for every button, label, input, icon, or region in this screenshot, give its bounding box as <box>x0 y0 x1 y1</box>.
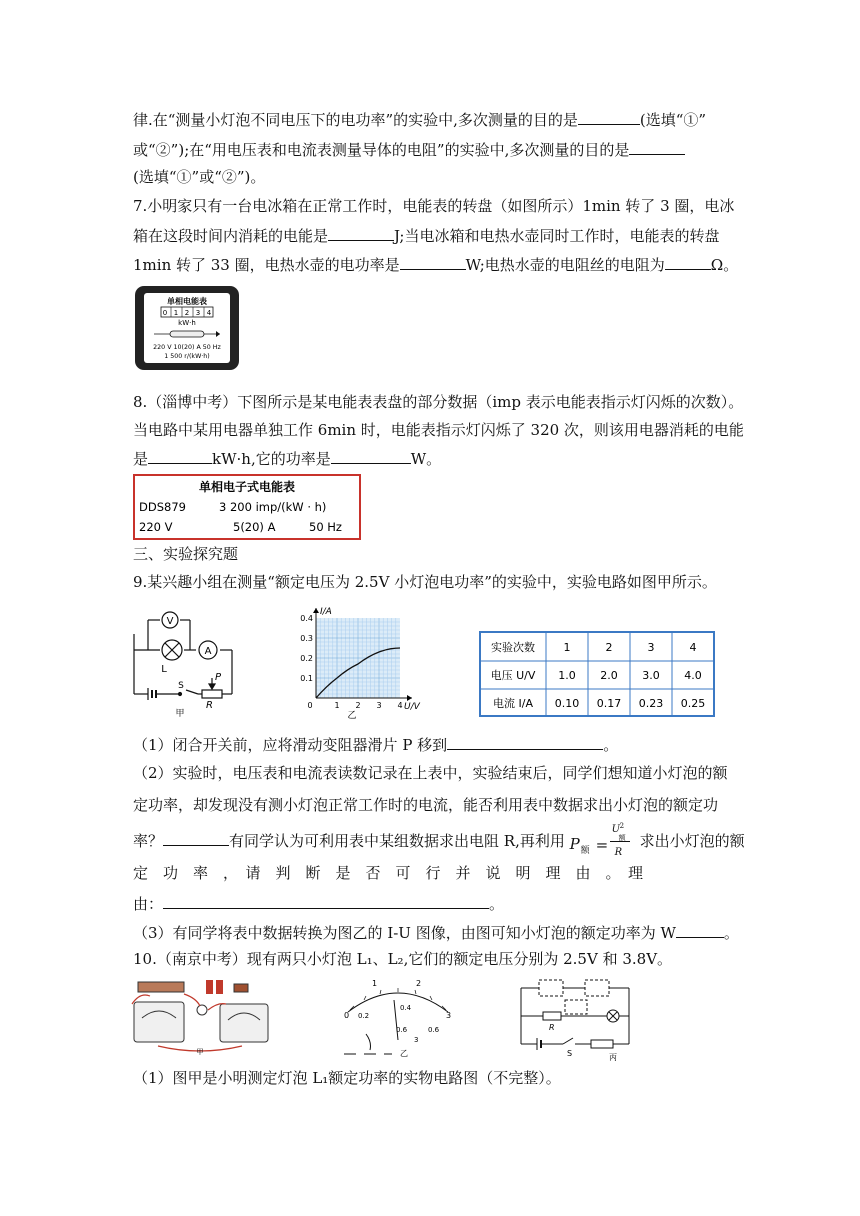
q6-line2: 或“②”);在“用电压表和电流表测量导体的电阻”的实验中,多次测量的目的是 <box>133 138 685 161</box>
circuit-diagram-bing <box>513 970 637 1062</box>
terminal-label: 3 <box>414 1036 419 1044</box>
graph-caption: 乙 <box>347 711 357 721</box>
q7-line1: 7.小明家只有一台电冰箱在正常工作时，电能表的转盘（如图所示）1min 转了 3 圈，电冰 <box>133 197 735 215</box>
meter-model: DDS879 <box>139 500 186 514</box>
table-cell: 0.17 <box>596 697 622 710</box>
switch-label: S <box>567 1049 573 1058</box>
q9-intro: 9.某兴趣小组在测量“额定电压为 2.5V 小灯泡电功率”的实验中，实验电路如图甲所示。 <box>133 573 717 591</box>
meter-spec-2: 1 500 r/(kW·h) <box>164 353 210 360</box>
q9-part2-line5: 由： 。 <box>133 892 504 915</box>
q10-part1: （1）图甲是小明测定灯泡 L₁额定功率的实物电路图（不完整）。 <box>133 1069 561 1087</box>
q8-line1: 8.（淄博中考）下图所示是某电能表表盘的部分数据（imp 表示电能表指示灯闪烁的次数）。 <box>133 393 744 411</box>
svg-text:2: 2 <box>184 309 190 317</box>
y-tick-label: 0.2 <box>300 654 313 663</box>
table-header-cell: 2 <box>605 641 613 654</box>
meter-title: 单相电能表 <box>167 297 207 306</box>
q10-intro: 10.（南京中考）现有两只小灯泡 L₁、L₂,它们的额定电压分别为 2.5V 和 3.8V。 <box>133 950 673 968</box>
q9-part1: （1）闭合开关前，应将滑动变阻器滑片 P 移到 。 <box>133 733 618 756</box>
q9-part2-line3: 率？ 有同学认为可利用表中某组数据求出电阻 R,再利用 P 额 = U 2 额 R 求出小灯泡的额 <box>133 822 745 858</box>
x-axis-arrow <box>407 695 412 701</box>
table-cell: 3.0 <box>642 669 660 682</box>
answer-blank[interactable] <box>665 253 711 270</box>
meter-spec-1: 220 V 10(20) A 50 Hz <box>153 344 221 351</box>
table-cell: 0.25 <box>680 697 706 710</box>
svg-text:P: P <box>215 672 222 683</box>
meter-unit: kW·h <box>178 319 196 327</box>
svg-text:甲: 甲 <box>175 709 185 719</box>
answer-blank[interactable] <box>676 921 724 938</box>
table-cell: 1.0 <box>558 669 576 682</box>
table-cell: 电压 U/V <box>490 669 536 682</box>
q9-part3: （3）有同学将表中数据转换为图乙的 I-U 图像，由图可知小灯泡的额定功率为 W 。 <box>133 921 739 944</box>
y-tick-label: 0.4 <box>300 614 313 623</box>
table-header-cell: 3 <box>647 641 655 654</box>
meter-title: 单相电子式电能表 <box>198 480 296 494</box>
answer-blank[interactable] <box>328 224 394 241</box>
table-header-cell: 1 <box>563 641 571 654</box>
answer-blank[interactable] <box>163 829 229 846</box>
answer-blank[interactable] <box>331 447 411 464</box>
x-tick-label: 3 <box>376 701 382 710</box>
ammeter-dial-yi <box>336 970 460 1060</box>
table-header-cell: 4 <box>689 641 697 654</box>
table-cell: 4.0 <box>684 669 702 682</box>
q9-part2-line2: 定功率，却发现没有测小灯泡正常工作时的电流，能否利用表中数据求出小灯泡的额定功 <box>133 796 719 814</box>
y-axis-label: I/A <box>320 607 332 617</box>
answer-blank[interactable] <box>163 892 489 909</box>
svg-text:3: 3 <box>195 309 201 317</box>
fig-caption: 乙 <box>400 1049 408 1058</box>
answer-blank[interactable] <box>148 447 212 464</box>
section-title: 三、实验探究题 <box>133 545 239 563</box>
y-tick-label: 0.3 <box>300 634 313 643</box>
q7-line3: 1min 转了 33 圈，电热水壶的电功率是 W;电热水壶的电阻丝的电阻为 Ω。 <box>133 253 738 276</box>
table-cell: 电流 I/A <box>493 697 533 710</box>
meter-imp: 3 200 imp/(kW · h) <box>219 500 327 514</box>
meter-freq: 50 Hz <box>309 520 342 534</box>
q8-line2: 当电路中某用电器单独工作 6min 时，电能表指示灯闪烁了 320 次，则该用电器消耗的电能 <box>133 421 744 439</box>
meter-voltage: 220 V <box>139 520 173 534</box>
x-axis-label: U/V <box>404 702 420 712</box>
iu-graph-yi <box>296 604 424 722</box>
q6-line1: 律.在“测量小灯泡不同电压下的电功率”的实验中,多次测量的目的是 (选填“①” <box>133 108 706 131</box>
q8-line3: 是 kW·h,它的功率是 W。 <box>133 447 441 470</box>
x-tick-label: 2 <box>355 701 361 710</box>
q6-line3: (选填“①”或“②”)。 <box>133 168 266 186</box>
power-formula: P 额 = U 2 额 R <box>570 831 640 853</box>
energy-meter-figure <box>134 285 240 371</box>
x-tick-label: 0 <box>307 701 313 710</box>
svg-text:S: S <box>178 681 184 691</box>
svg-text:1: 1 <box>372 979 378 988</box>
svg-text:0.6: 0.6 <box>428 1026 440 1034</box>
svg-text:1: 1 <box>173 309 179 317</box>
y-tick-label: 0.1 <box>300 674 313 683</box>
table-cell: 0.23 <box>638 697 664 710</box>
svg-text:0.2: 0.2 <box>358 1012 370 1020</box>
answer-blank[interactable] <box>629 138 685 155</box>
svg-text:0: 0 <box>344 1011 350 1020</box>
circuit-diagram-jia <box>124 610 244 722</box>
meter-current: 5(20) A <box>233 520 276 534</box>
q9-part2-line4: 定 功 率 ， 请 判 断 是 否 可 行 并 说 明 理 由 。 理 <box>133 864 644 882</box>
resistor-label: R <box>549 1023 555 1032</box>
svg-text:A: A <box>204 646 212 657</box>
svg-text:0: 0 <box>162 309 168 317</box>
svg-text:0.4: 0.4 <box>400 1004 412 1012</box>
real-circuit-photo-jia <box>130 974 272 1058</box>
iu-chart <box>296 604 424 722</box>
answer-blank[interactable] <box>400 253 466 270</box>
table-cell: 0.10 <box>554 697 580 710</box>
terminal-label: 0.6 <box>396 1026 408 1034</box>
x-tick-label: 4 <box>397 701 403 710</box>
answer-blank[interactable] <box>447 733 603 750</box>
svg-text:V: V <box>166 616 174 627</box>
q7-line2: 箱在这段时间内消耗的电能是 J;当电冰箱和电热水壶同时工作时，电能表的转盘 <box>133 224 719 247</box>
svg-text:2: 2 <box>416 979 422 988</box>
answer-blank[interactable] <box>578 108 640 125</box>
table-cell: 2.0 <box>600 669 618 682</box>
x-tick-label: 1 <box>334 701 340 710</box>
svg-text:R: R <box>206 700 213 711</box>
svg-text:4: 4 <box>206 309 212 317</box>
y-axis-arrow <box>313 608 319 613</box>
svg-text:3: 3 <box>446 1011 452 1020</box>
electronic-meter-figure <box>133 474 361 540</box>
svg-text:L: L <box>161 664 167 675</box>
q9-part2-line1: （2）实验时，电压表和电流表读数记录在上表中，实验结束后，同学们想知道小灯泡的额 <box>133 764 728 782</box>
data-table <box>479 631 715 717</box>
fig-caption: 甲 <box>196 1048 204 1056</box>
table-header-cell: 实验次数 <box>491 641 535 654</box>
fig-caption: 丙 <box>609 1053 617 1062</box>
